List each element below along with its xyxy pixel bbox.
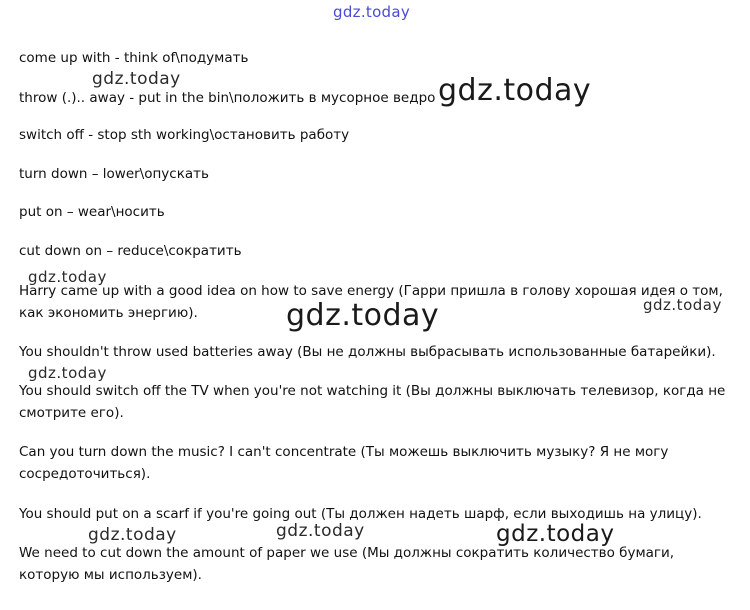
watermark-large: gdz.today [438,73,592,108]
phrasal-verb-line: throw (.).. away - put in the bin\положить в мусорное ведро [19,90,436,106]
phrasal-verb-line: switch off - stop sth working\остановить работу [19,127,350,143]
phrasal-verb-line: cut down on – reduce\сократить [19,243,242,259]
watermark: gdz.today [88,525,177,545]
phrasal-verb-line: turn down – lower\опускать [19,166,209,182]
watermark: gdz.today [28,364,107,382]
sentence-line: сосредоточиться). [19,466,151,482]
watermark: gdz.today [28,268,107,286]
sentence-line: смотрите его). [19,405,124,421]
sentence-line: You should switch off the TV when you're not watching it (Вы должны выключать телевизор, когда не [19,383,726,399]
watermark: gdz.today [92,69,181,89]
watermark: gdz.today [643,296,722,314]
phrasal-verb-line: come up with - think of\подумать [19,50,249,66]
sentence-line: как экономить энергию). [19,305,198,321]
watermark-large: gdz.today [286,298,440,333]
sentence-line: Harry came up with a good idea on how to save energy (Гарри пришла в голову хорошая идея о том, [19,283,723,299]
watermark-large: gdz.today [496,521,615,547]
sentence-line: You should put on a scarf if you're going out (Ты должен надеть шарф, если выходишь на улицу). [19,506,702,522]
phrasal-verb-line: put on – wear\носить [19,204,165,220]
watermark-top: gdz.today [333,3,411,21]
watermark: gdz.today [276,521,365,541]
sentence-line: Can you turn down the music? I can't concentrate (Ты можешь выключить музыку? Я не могу [19,444,669,460]
sentence-line: которую мы используем). [19,567,202,583]
sentence-line: We need to cut down the amount of paper we use (Мы должны сократить количество бумаги, [19,545,675,561]
sentence-line: You shouldn't throw used batteries away (Вы не должны выбрасывать использованные батарейки). [19,344,716,360]
